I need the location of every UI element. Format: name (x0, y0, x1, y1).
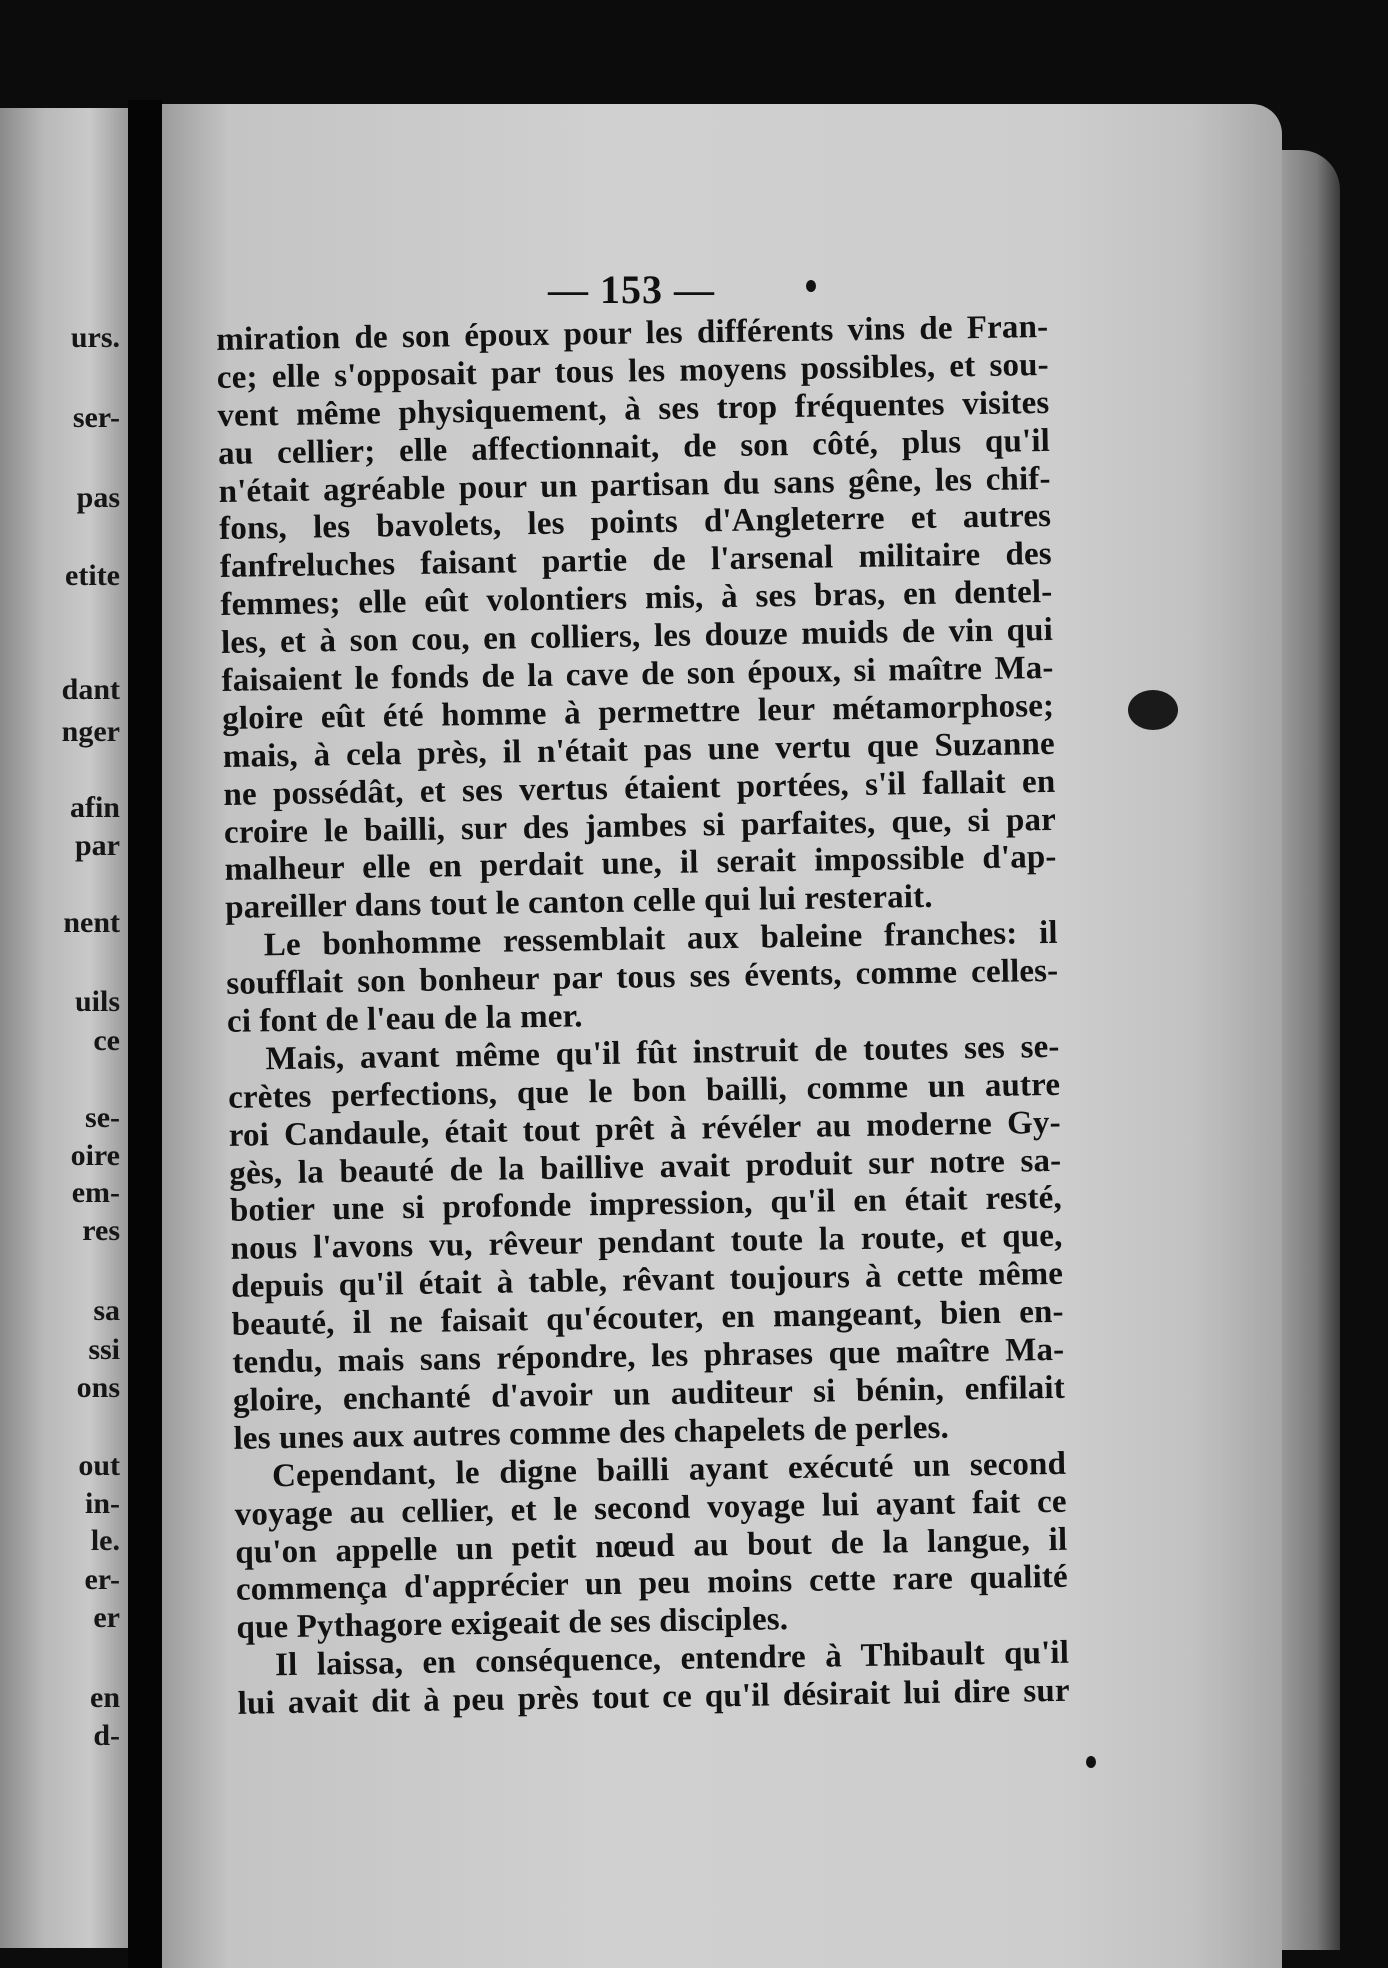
left-page-fragment: ssi (88, 1333, 120, 1366)
left-page-fragment: er- (84, 1563, 120, 1596)
left-page-fragment: ser- (72, 401, 120, 434)
left-page-fragment: em- (71, 1176, 120, 1209)
left-facing-page (0, 108, 128, 1948)
left-page-fragment: sa (93, 1294, 120, 1327)
text-line: commença d'apprécier un peu moins cette rare qualité (235, 1559, 1069, 1609)
text-line: Mais, avant même qu'il fût instruit de toutes ses se- (265, 1028, 1060, 1078)
left-page-fragment: ons (76, 1371, 120, 1404)
left-page-fragment: urs. (70, 321, 120, 354)
page-text (216, 309, 1070, 1724)
left-page-fragment: se- (85, 1101, 120, 1134)
text-line: voyage au cellier, et le second voyage lui ayant fait ce (234, 1483, 1067, 1533)
text-line: pareiller dans tout le canton celle qui lui resterait. (224, 879, 933, 927)
left-page-fragment: out (78, 1449, 120, 1482)
left-page-fragment: pas (76, 481, 120, 514)
text-line: les unes aux autres comme des chapelets de perles. (233, 1409, 950, 1457)
text-line: au cellier; elle affectionnait, de son côté, plus qu'il (217, 422, 1051, 472)
left-page-fragment: oire (70, 1139, 120, 1172)
text-line: Le bonhomme ressemblait aux baleine franches: il (263, 915, 1058, 964)
text-line: crètes perfections, que le bon bailli, comme un autre (227, 1066, 1061, 1116)
text-line: soufflait son bonheur par tous ses évents, comme celles- (226, 952, 1059, 1003)
left-page-fragment: in- (84, 1487, 120, 1520)
ink-dot (806, 280, 816, 292)
left-page-fragment: er (93, 1601, 120, 1634)
text-line: gès, la beauté de la baillive avait produit sur notre sa- (229, 1142, 1062, 1192)
text-line: ce; elle s'opposait par tous les moyens possibles, et sou- (216, 346, 1050, 396)
left-page-fragment: d- (93, 1719, 120, 1752)
text-line: roi Candaule, était tout prêt à révéler au moderne Gy- (228, 1104, 1061, 1154)
text-line: beauté, il ne faisait qu'écouter, en mangeant, bien en- (231, 1293, 1064, 1344)
left-page-fragment: le. (90, 1524, 120, 1557)
text-line: nous l'avons vu, rêveur pendant toute la route, et que, (230, 1218, 1063, 1268)
left-page-fragment: en (90, 1681, 120, 1714)
text-line: ne possédât, et ses vertus étaient portées, s'il fallait en (223, 763, 1056, 813)
text-line: croire le bailli, sur des jambes si parfaites, que, si par (223, 801, 1057, 851)
text-line: lui avait dit à peu près tout ce qu'il désirait lui dire sur (237, 1672, 1070, 1722)
text-line: faisaient le fonds de la cave de son époux, si maître Ma- (221, 649, 1054, 699)
ink-smudge (1128, 690, 1178, 730)
text-line: Cependant, le digne bailli ayant exécuté un second (271, 1445, 1067, 1494)
text-line: ci font de l'eau de la mer. (226, 998, 583, 1040)
page-number: — 153 — (548, 267, 715, 312)
text-line: malheur elle en perdait une, il serait impossible d'ap- (224, 839, 1057, 889)
left-page-fragment: dant (61, 673, 120, 706)
text-line: tendu, mais sans répondre, les phrases que maître Ma- (232, 1331, 1065, 1381)
left-page-fragment: par (75, 829, 120, 862)
text-line: que Pythagore exigeait de ses disciples. (236, 1601, 789, 1647)
text-line: femmes; elle eût volontiers mis, à ses bras, en dentel- (220, 574, 1053, 624)
ink-dot (1086, 1756, 1096, 1768)
left-page-fragment: ce (93, 1024, 120, 1057)
text-line: miration de son époux pour les différents vins de Fran- (216, 308, 1049, 358)
left-page-fragment: uils (74, 985, 120, 1018)
left-page-fragment: afin (69, 791, 120, 824)
text-line: gloire, enchanté d'avoir un auditeur si bénin, enfilait (232, 1369, 1066, 1419)
text-line: qu'on appelle un petit nœud au bout de la langue, il (235, 1521, 1068, 1571)
left-page-fragment: etite (65, 559, 120, 592)
text-line: n'était agréable pour un partisan du sans gêne, les chif- (218, 460, 1051, 510)
text-line: fons, les bavolets, les points d'Angleterre et autres (218, 498, 1052, 548)
left-page-fragment: nger (61, 715, 120, 748)
text-line: botier une si profonde impression, qu'il en était resté, (229, 1180, 1063, 1230)
text-line: gloire eût été homme à permettre leur métamorphose; (221, 687, 1055, 737)
text-line: vent même physiquement, à ses trop fréquentes visites (217, 384, 1050, 434)
book-gutter (128, 100, 162, 1968)
page-edge (1282, 150, 1340, 1950)
text-line: mais, à cela près, il n'était pas une vertu que Suzanne (222, 725, 1056, 775)
left-page-fragment: nent (63, 906, 120, 939)
left-page-fragment: res (82, 1214, 120, 1247)
text-line: les, et à son cou, en colliers, les douze muids de vin qui (220, 612, 1054, 662)
text-line: Il laissa, en conséquence, entendre à Thibault qu'il (274, 1634, 1070, 1684)
text-line: depuis qu'il était à table, rêvant toujours à cette même (230, 1256, 1064, 1306)
text-line: fanfreluches faisant partie de l'arsenal militaire des (219, 536, 1053, 586)
